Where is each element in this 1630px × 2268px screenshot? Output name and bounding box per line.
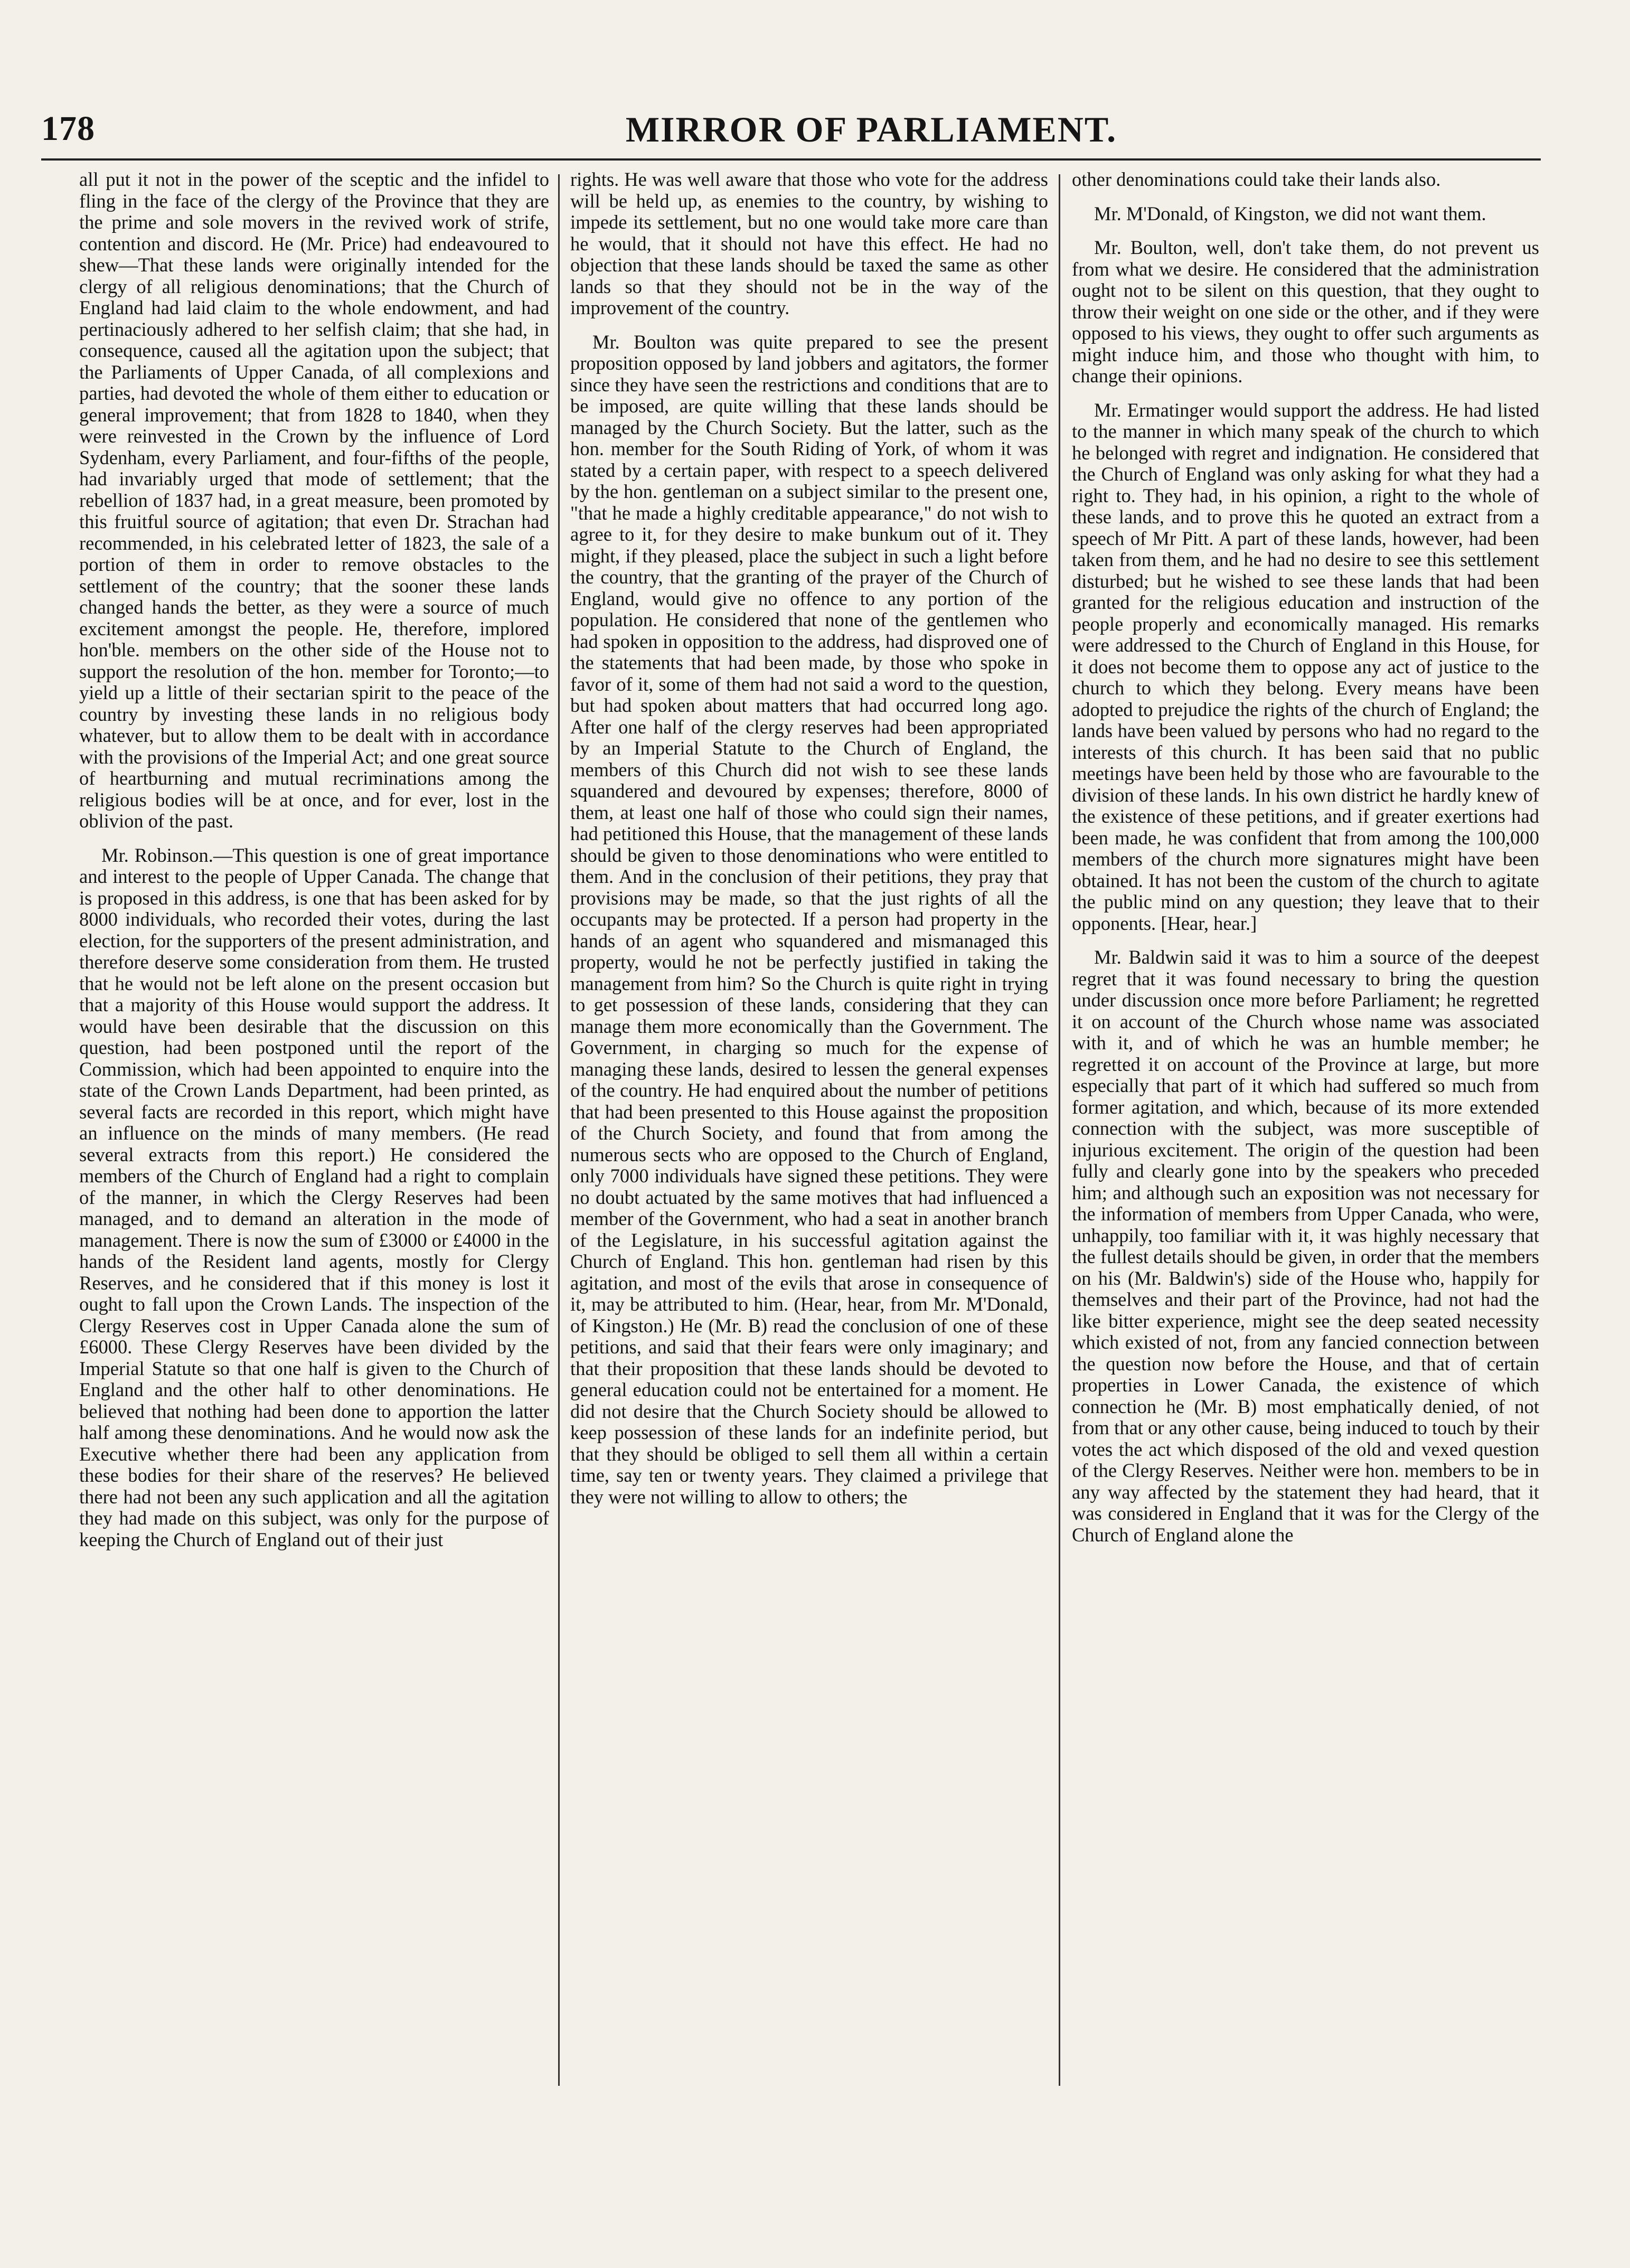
running-head-title: MIRROR OF PARLIAMENT. [625, 109, 1117, 149]
column-3 [1072, 169, 1539, 2091]
header-rule [41, 158, 1541, 161]
paragraph-boulton-speech: Mr. Boulton was quite prepared to see the present proposition opposed by land jobbers and agitators, the former since they have seen the restrictions and conditions that are to be imposed, are quite willing that these lands should be managed by the Church Society. But the latter, such as the hon. member for the South Riding of York, of whom it was stated by a certain paper, with respect to a speech delivered by the hon. gentleman on a subject similar to the present one, "that he made a highly creditable appearance," do not wish to agree to it, for they desire to make bunkum out of it. They might, if they pleased, place the subject in such a light before the country, that the granting of the prayer of the Church of England, would give no offence to any portion of the population. He considered that none of the gentlemen who had spoken in opposition to the address, had disproved one of the statements that had been made, by those who spoke in favor of it, some of them had not said a word to the question, but had spoken about matters that had occurred long ago. After one half of the clergy reserves had been appropriated by an Imperial Statute to the Church of England, the members of this Church did not wish to see these lands squandered and devoured by expenses; therefore, 8000 of them, at least one half of those who could sign their names, had petitioned this House, that the management of these lands should be given to those denominations who were entitled to them. And in the conclusion of their petitions, they pray that provisions may be made, so that the just rights of all the occupants may be protected. If a person had property in the hands of an agent who squandered and mismanaged this property, would he not be perfectly justified in taking the management from him? So the Church is quite right in trying to get possession of these lands, considering that they can manage them more economically than the Government. The Government, in charging so much for the expense of managing these lands, desired to lessen the general expenses of the country. He had enquired about the number of petitions that had been presented to this House against the proposition of the Church Society, and found that from among the numerous sects who are opposed to the Church of England, only 7000 individuals have signed these petitions. They were no doubt actuated by the same motives that had influenced a member of the Government, who had a seat in another branch of the Legislature, in his successful agitation against the Church of England. This hon. gentleman had risen by this agitation, and most of the evils that arose in consequence of it, may be attributed to him. (Hear, hear, from Mr. M'Donald, of Kingston.) He (Mr. B) read the conclusion of one of these petitions, and said that their fears were only imaginary; and that their proposition that these lands should be devoted to general education could not be entertained for a moment. He did not desire that the Church Society should be allowed to keep possession of these lands for an indefinite period, but that they should be obliged to sell them all within a certain time, say ten or twenty years. They claimed a privilege that they were not willing to allow to others; the [570, 331, 1048, 1508]
paragraph-robinson-continued: rights. He was well aware that those who vote for the address will be held up, as enemies to the country, by wishing to impede its settlement, but no one would take more care than he would, that it should not have this effect. He had no objection that these lands should be taxed the same as other lands so that they should not be in the way of the improvement of the country. [570, 169, 1048, 318]
paragraph-ermatinger-speech: Mr. Ermatinger would support the address. He had listed to the manner in which many speak of the church to which he belonged with regret and indignation. He considered that the Church of England was only asking for what they had a right to. They had, in his opinion, a right to the whole of these lands, and to prove this he quoted an extract from a speech of Mr Pitt. A part of these lands, however, had been taken from them, and he had no desire to see this settlement disturbed; but he wished to see these lands that had been granted for the religious education and instruction of the people properly and economically managed. His remarks were addressed to the Church of England in this House, for it does not become them to oppose any act of justice to the church to which they belong. Every means have been adopted to prejudice the rights of the church of England; the lands have been valued by persons who had no regard to the interests of this church. It has been said that no public meetings have been held by those who are favourable to the division of these lands. In his own district he hardly knew of the existence of these petitions, and if greater exertions had been made, he was confident that from among the 100,000 members of the church more signatures might have been obtained. It has not been the custom of the church to agitate the public mind on any question; they leave that to their opponents. [Hear, hear.] [1072, 399, 1539, 934]
paragraph-mdonald-interjection: Mr. M'Donald, of Kingston, we did not want them. [1094, 202, 1486, 224]
page-number: 178 [41, 109, 95, 148]
paragraph-baldwin-speech: Mr. Baldwin said it was to him a source of the deepest regret that it was found necessary to bring the question under discussion once more before Parliament; he regretted it on account of the Church whose name was associated with it, and of which he was an humble member; he regretted it on account of the Province at large, but more especially that part of it which had suffered so much from former agitation, and which, because of its more extended connection with the subject, was more susceptible of injurious excitement. The origin of the question had been fully and clearly gone into by the speakers who preceded him; and although such an exposition was not necessary for the information of members from Upper Canada, who were, unhappily, too familiar with it, it was highly necessary that the fullest details should be given, in order that the members on his (Mr. Baldwin's) side of the House who, happily for themselves and their part of the Province, had not had the like bitter experience, might see the deep seated necessity which existed of not, from any fancied connection between the question now before the House, and that of certain properties in Lower Canada, the existence of which connection he (Mr. B) most emphatically denied, of not from that or any other cause, being induced to touch by their votes the act which disposed of the old and vexed question of the Clergy Reserves. Neither were hon. members to be in any way affected by the statement they had heard, that it was considered in England that it was for the Clergy of the Church of England alone the [1072, 946, 1539, 1546]
column-divider-2 [1059, 174, 1060, 2086]
paragraph-robinson-speech: Mr. Robinson.—This question is one of great importance and interest to the people of Upper Canada. The change that is proposed in this address, is one that has been asked for by 8000 individuals, who recorded their votes, during the last election, for the supporters of the present administration, and therefore deserve some consideration from them. He trusted that he would not be left alone on the present occasion but that a majority of this House would support the address. It would have been desirable that the discussion on this question, had been postponed until the report of the Commission, which had been appointed to enquire into the state of the Crown Lands Department, had been printed, as several facts are recorded in this report, which might have an influence on the minds of many members. (He read several extracts from this report.) He considered the members of the Church of England had a right to complain of the manner, in which the Clergy Reserves had been managed, and to demand an alteration in the mode of management. There is now the sum of £3000 or £4000 in the hands of the Resident land agents, mostly for Clergy Reserves, and he considered that if this money is lost it ought to fall upon the Crown Lands. The inspection of the Clergy Reserves cost in Upper Canada alone the sum of £6000. These Clergy Reserves have been divided by the Imperial Statute so that one half is given to the Church of England and the other half to other denominations. He believed that nothing had been done to apportion the latter half among these denominations. And he would now ask the Executive whether there had been any application from these bodies for their share of the reserves? He believed there had not been any such application and all the agitation they had made on this subject, was only for the purpose of keeping the Church of England out of their just [79, 844, 549, 1550]
paragraph-boulton-reply: Mr. Boulton, well, don't take them, do not prevent us from what we desire. He considered that the administration ought not to be silent on this question, that they ought to throw their weight on one side or the other, and if they were opposed to his views, they ought to offer such arguments as might induce him, and those who thought with him, to change their opinions. [1072, 237, 1539, 387]
column-divider-1 [558, 174, 560, 2086]
paragraph-boulton-continued: other denominations could take their lands also. [1072, 169, 1441, 190]
paragraph-price-conclusion: all put it not in the power of the sceptic and the infidel to fling in the face of the clergy of the Province that they are the prime and sole movers in the revived work of strife, contention and discord. He (Mr. Price) had endeavoured to shew—That these lands were originally intended for the clergy of all religious denominations; that the Church of England had laid claim to the whole endowment, and had pertinaciously adhered to her selfish claim; that she had, in consequence, caused all the agitation upon the subject; that the Parliaments of Upper Canada, of all complexions and parties, had devoted the whole of them either to education or general improvement; that from 1828 to 1840, when they were reinvested in the Crown by the influence of Lord Sydenham, every Parliament, and four-fifths of the people, had invariably urged that mode of settlement; that the rebellion of 1837 had, in a great measure, been promoted by this fruitful source of agitation; that even Dr. Strachan had recommended, in his celebrated letter of 1823, the sale of a portion of them in order to remove obstacles to the settlement of the country; that the sooner these lands changed hands the better, as they were a source of much excitement amongst the people. He, therefore, implored hon'ble. members on the other side of the House not to support the resolution of the hon. member for Toronto;—to yield up a little of their sectarian spirit to the peace of the country by investing these lands in no religious body whatever, but to allow them to be dealt with in accordance with the provisions of the Imperial Act; and one great source of heartburning and mutual recriminations among the religious bodies will be at once, and for ever, lost in the oblivion of the past. [79, 169, 549, 832]
column-1 [79, 169, 549, 2091]
column-2 [570, 169, 1048, 2091]
